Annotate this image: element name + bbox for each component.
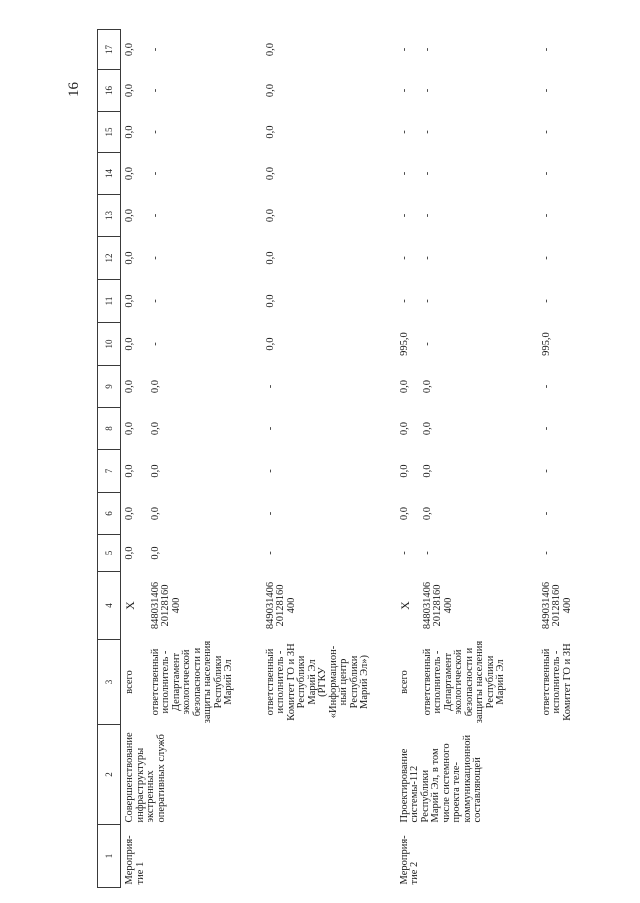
value-cell: - bbox=[398, 171, 410, 176]
executor-cell: всего bbox=[398, 670, 410, 694]
value-cell: - bbox=[540, 299, 552, 303]
value-cell: 0,0 bbox=[149, 506, 161, 521]
value-cell: - bbox=[540, 551, 552, 555]
value-cell: 0,0 bbox=[264, 42, 276, 57]
column-number-cell: 1 bbox=[98, 825, 121, 888]
table-header bbox=[98, 30, 121, 888]
value-cell: 0,0 bbox=[421, 379, 433, 394]
value-cell: - bbox=[398, 551, 410, 555]
value-cell: - bbox=[264, 551, 276, 555]
value-cell: - bbox=[264, 384, 276, 389]
column-number-cell: 14 bbox=[98, 153, 121, 195]
column-number-cell: 13 bbox=[98, 195, 121, 237]
measure-number-cell: Мероприя- тие 2 bbox=[398, 835, 420, 885]
measure-title-cell: Проектирование системы-112 Республики Марий Эл, в том числе системного проекта теле- коммуникационной составляющей bbox=[398, 734, 483, 823]
value-cell: 0,0 bbox=[264, 251, 276, 265]
column-number-cell: 10 bbox=[98, 323, 121, 366]
value-cell: 0,0 bbox=[398, 421, 410, 436]
value-cell: 0,0 bbox=[124, 337, 135, 351]
value-cell: - bbox=[149, 171, 161, 176]
value-cell: - bbox=[540, 256, 552, 260]
column-number-cell: 2 bbox=[98, 725, 121, 825]
value-cell: - bbox=[421, 130, 433, 134]
column-number-cell: 11 bbox=[98, 280, 121, 323]
value-cell: - bbox=[264, 511, 276, 516]
value-cell: 0,0 bbox=[264, 294, 276, 308]
budget-code-cell: 849031406 20128160 400 bbox=[264, 581, 297, 630]
value-cell: - bbox=[540, 384, 552, 389]
measure-title-cell: Совершенствование инфраструктуры экстренных оперативных служб bbox=[124, 732, 167, 823]
column-number-cell: 5 bbox=[98, 535, 121, 572]
value-cell: - bbox=[421, 299, 433, 303]
column-number-cell: 7 bbox=[98, 450, 121, 493]
column-number-cell: 15 bbox=[98, 112, 121, 153]
executor-cell: всего bbox=[124, 670, 135, 694]
value-cell: - bbox=[398, 47, 410, 52]
value-cell: - bbox=[149, 256, 161, 260]
value-cell: - bbox=[149, 342, 161, 346]
program-table bbox=[97, 29, 633, 888]
value-cell: - bbox=[421, 88, 433, 93]
value-cell: 0,0 bbox=[149, 379, 161, 394]
value-cell: 0,0 bbox=[398, 506, 410, 521]
column-number-cell: 4 bbox=[98, 572, 121, 640]
value-cell: - bbox=[540, 130, 552, 134]
budget-code-cell: 848031406 20128160 400 bbox=[149, 581, 182, 630]
column-number-cell: 16 bbox=[98, 70, 121, 112]
value-cell: - bbox=[540, 171, 552, 176]
value-cell: 0,0 bbox=[124, 379, 135, 394]
value-cell: 0,0 bbox=[264, 208, 276, 223]
column-number-cell: 3 bbox=[98, 640, 121, 725]
budget-code-cell: 848031406 20128160 400 bbox=[421, 581, 454, 630]
value-cell: 0,0 bbox=[124, 294, 135, 308]
value-cell: 0,0 bbox=[149, 546, 161, 560]
value-cell: 0,0 bbox=[398, 464, 410, 478]
value-cell: 0,0 bbox=[149, 464, 161, 478]
executor-cell: ответственный исполнитель - Департамент экологической безопасности и защиты населения Республики Марий Эл bbox=[421, 640, 506, 724]
column-number-cell: 6 bbox=[98, 493, 121, 535]
value-cell: 0,0 bbox=[124, 125, 135, 139]
value-cell: - bbox=[421, 342, 433, 346]
value-cell: - bbox=[540, 213, 552, 218]
value-cell: 0,0 bbox=[124, 546, 135, 560]
value-cell: 0,0 bbox=[421, 506, 433, 521]
value-cell: 0,0 bbox=[124, 208, 135, 223]
value-cell: - bbox=[149, 88, 161, 93]
value-cell: - bbox=[264, 469, 276, 473]
column-number-cell: 12 bbox=[98, 237, 121, 280]
value-cell: - bbox=[149, 299, 161, 303]
page-number: 16 bbox=[66, 82, 82, 97]
measure-number-cell: Мероприя- тие 1 bbox=[124, 835, 146, 885]
value-cell: 0,0 bbox=[264, 337, 276, 351]
value-cell: - bbox=[149, 47, 161, 52]
table-body bbox=[121, 30, 633, 888]
value-cell: 0,0 bbox=[124, 506, 135, 521]
value-cell: - bbox=[398, 88, 410, 93]
column-number-row bbox=[98, 30, 121, 888]
value-cell: 995,0 bbox=[540, 332, 552, 356]
column-number-cell: 8 bbox=[98, 408, 121, 450]
value-cell: 0,0 bbox=[124, 464, 135, 478]
budget-code-cell: X bbox=[123, 601, 137, 610]
value-cell: 995,0 bbox=[398, 332, 410, 356]
value-cell: - bbox=[421, 256, 433, 260]
value-cell: - bbox=[540, 469, 552, 473]
value-cell: 0,0 bbox=[124, 42, 135, 57]
value-cell: - bbox=[398, 299, 410, 303]
executor-cell: ответственный исполнитель - Комитет ГО и ЗН bbox=[540, 643, 573, 721]
table-row-total bbox=[121, 30, 147, 888]
column-number-cell: 9 bbox=[98, 366, 121, 408]
executor-cell: ответственный исполнитель - Департамент экологической безопасности и защиты населения Республики Марий Эл bbox=[149, 640, 234, 724]
executor-cell: ответственный исполнитель - Комитет ГО и ЗН Республики Марий Эл (РГКУ «Информацион- ный центр Республики Марий Эл») bbox=[264, 643, 370, 721]
value-cell: 0,0 bbox=[124, 421, 135, 436]
value-cell: - bbox=[421, 171, 433, 176]
value-cell: 0,0 bbox=[124, 83, 135, 98]
value-cell: - bbox=[398, 213, 410, 218]
value-cell: - bbox=[421, 551, 433, 555]
column-number-cell: 17 bbox=[98, 30, 121, 70]
budget-code-cell: X bbox=[397, 601, 412, 610]
value-cell: - bbox=[149, 213, 161, 218]
value-cell: - bbox=[540, 511, 552, 516]
value-cell: 0,0 bbox=[264, 166, 276, 181]
value-cell: - bbox=[540, 426, 552, 431]
value-cell: 0,0 bbox=[264, 83, 276, 98]
value-cell: - bbox=[398, 256, 410, 260]
value-cell: 0,0 bbox=[421, 464, 433, 478]
value-cell: 0,0 bbox=[264, 125, 276, 139]
table-row-total bbox=[396, 30, 419, 888]
value-cell: 0,0 bbox=[149, 421, 161, 436]
value-cell: - bbox=[540, 88, 552, 93]
value-cell: 0,0 bbox=[421, 421, 433, 436]
value-cell: - bbox=[540, 47, 552, 52]
budget-code-cell: 849031406 20128160 400 bbox=[540, 581, 573, 630]
value-cell: 0,0 bbox=[398, 379, 410, 394]
value-cell: - bbox=[421, 47, 433, 52]
value-cell: - bbox=[398, 130, 410, 134]
value-cell: - bbox=[264, 426, 276, 431]
value-cell: - bbox=[421, 213, 433, 218]
value-cell: 0,0 bbox=[124, 251, 135, 265]
value-cell: 0,0 bbox=[124, 166, 135, 181]
value-cell: - bbox=[149, 130, 161, 134]
